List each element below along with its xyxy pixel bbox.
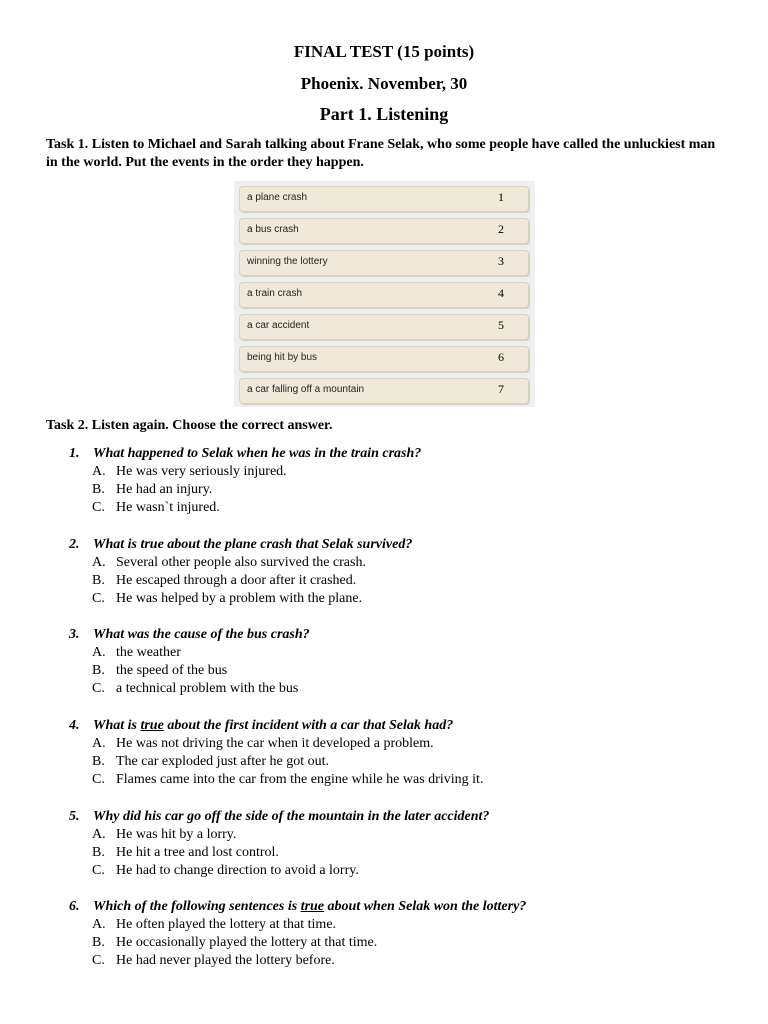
question-number: 1. xyxy=(69,446,80,461)
answer-option[interactable] xyxy=(92,916,336,934)
answer-option[interactable] xyxy=(92,590,362,608)
answer-option[interactable] xyxy=(92,952,335,970)
event-number: 7 xyxy=(498,382,504,396)
option-text: He occasionally played the lottery at that time. xyxy=(116,935,378,950)
option-text: The car exploded just after he got out. xyxy=(116,754,330,769)
answer-option[interactable] xyxy=(92,481,212,499)
event-row[interactable] xyxy=(239,314,529,340)
question-emphasis: true xyxy=(140,718,164,733)
answer-option[interactable] xyxy=(92,662,227,680)
option-letter: C. xyxy=(92,681,105,696)
option-text: He hit a tree and lost control. xyxy=(116,845,279,860)
option-letter: C. xyxy=(92,863,105,878)
task1-instruction: Task 1. Listen to Michael and Sarah talking about Frane Selak, who some people have called the unluckiest man in the world. Put the events in the order they happen. xyxy=(46,137,716,170)
answer-option[interactable] xyxy=(92,554,366,572)
event-label: a plane crash xyxy=(247,192,308,203)
question-number: 6. xyxy=(69,899,80,914)
answer-option[interactable] xyxy=(92,771,483,789)
event-label: winning the lottery xyxy=(247,256,328,267)
option-letter: A. xyxy=(92,827,106,842)
question-emphasis: true xyxy=(300,899,325,914)
question-text-start: What was the cause of the bus crash? xyxy=(93,627,310,642)
events-panel xyxy=(234,181,535,407)
option-text: He often played the lottery at that time. xyxy=(116,917,337,932)
option-text: He escaped through a door after it crashed. xyxy=(116,573,357,588)
option-letter: C. xyxy=(92,500,105,515)
event-number: 3 xyxy=(498,254,504,268)
option-text: a technical problem with the bus xyxy=(116,681,299,696)
option-letter: A. xyxy=(92,555,106,570)
option-letter: B. xyxy=(92,573,105,588)
event-row[interactable] xyxy=(239,346,529,372)
question-number: 3. xyxy=(69,627,80,642)
answer-option[interactable] xyxy=(92,844,279,862)
question-text xyxy=(93,536,412,554)
option-letter: C. xyxy=(92,953,105,968)
question-text-start: What is true about the plane crash that Selak survived? xyxy=(93,537,413,552)
event-row[interactable] xyxy=(239,186,529,212)
event-label: a train crash xyxy=(247,288,303,299)
option-letter: A. xyxy=(92,736,106,751)
option-text: He had to change direction to avoid a lorry. xyxy=(116,863,359,878)
event-row[interactable] xyxy=(239,378,529,404)
question-text-start: What happened to Selak when he was in the train crash? xyxy=(93,446,422,461)
answer-option[interactable] xyxy=(92,463,287,481)
page-subtitle: Phoenix. November, 30 xyxy=(300,74,468,93)
event-number: 6 xyxy=(498,350,504,364)
answer-option[interactable] xyxy=(92,934,377,952)
event-number: 5 xyxy=(498,318,504,332)
option-text: He was very seriously injured. xyxy=(116,464,287,479)
question-text-start: What is xyxy=(93,718,141,733)
question-text xyxy=(93,898,526,916)
question-text xyxy=(93,445,421,463)
answer-option[interactable] xyxy=(92,753,329,771)
event-row[interactable] xyxy=(239,282,529,308)
option-text: Flames came into the car from the engine while he was driving it. xyxy=(116,772,484,787)
option-text: He was hit by a lorry. xyxy=(116,827,237,842)
question-number: 5. xyxy=(69,809,80,824)
option-letter: B. xyxy=(92,663,105,678)
option-text: He had never played the lottery before. xyxy=(116,953,335,968)
option-letter: B. xyxy=(92,482,105,497)
event-label: a car falling off a mountain xyxy=(247,384,365,395)
option-text: He was helped by a problem with the plane. xyxy=(116,591,363,606)
event-row[interactable] xyxy=(239,250,529,276)
question-text xyxy=(93,717,453,735)
question-text-end: about the first incident with a car that Selak had? xyxy=(163,718,454,733)
event-number: 2 xyxy=(498,222,504,236)
option-letter: A. xyxy=(92,464,106,479)
option-text: He wasn`t injured. xyxy=(116,500,220,515)
event-number: 1 xyxy=(498,190,504,204)
option-letter: A. xyxy=(92,645,106,660)
part-title: Part 1. Listening xyxy=(319,104,449,124)
answer-option[interactable] xyxy=(92,826,236,844)
event-label: a bus crash xyxy=(247,224,299,235)
answer-option[interactable] xyxy=(92,735,434,753)
option-letter: B. xyxy=(92,935,105,950)
option-letter: C. xyxy=(92,591,105,606)
question-text xyxy=(93,626,310,644)
answer-option[interactable] xyxy=(92,680,298,698)
option-text: Several other people also survived the crash. xyxy=(116,555,366,570)
question-text xyxy=(93,808,489,826)
option-letter: C. xyxy=(92,772,105,787)
answer-option[interactable] xyxy=(92,644,181,662)
answer-option[interactable] xyxy=(92,499,220,517)
answer-option[interactable] xyxy=(92,572,356,590)
option-text: the speed of the bus xyxy=(116,663,228,678)
question-text-start: Why did his car go off the side of the mountain in the later accident? xyxy=(93,809,490,824)
question-number: 4. xyxy=(69,718,80,733)
option-letter: B. xyxy=(92,845,105,860)
question-text-start: Which of the following sentences is xyxy=(93,899,301,914)
event-number: 4 xyxy=(498,286,504,300)
question-number: 2. xyxy=(69,537,80,552)
option-text: the weather xyxy=(116,645,181,660)
task2-instruction: Task 2. Listen again. Choose the correct answer. xyxy=(46,418,333,433)
option-letter: A. xyxy=(92,917,106,932)
event-label: being hit by bus xyxy=(247,352,318,363)
event-label: a car accident xyxy=(247,320,310,331)
answer-option[interactable] xyxy=(92,862,359,880)
page-title: FINAL TEST (15 points) xyxy=(293,42,475,61)
option-text: He had an injury. xyxy=(116,482,213,497)
event-row[interactable] xyxy=(239,218,529,244)
option-text: He was not driving the car when it developed a problem. xyxy=(116,736,434,751)
question-text-end: about when Selak won the lottery? xyxy=(324,899,527,914)
option-letter: B. xyxy=(92,754,105,769)
